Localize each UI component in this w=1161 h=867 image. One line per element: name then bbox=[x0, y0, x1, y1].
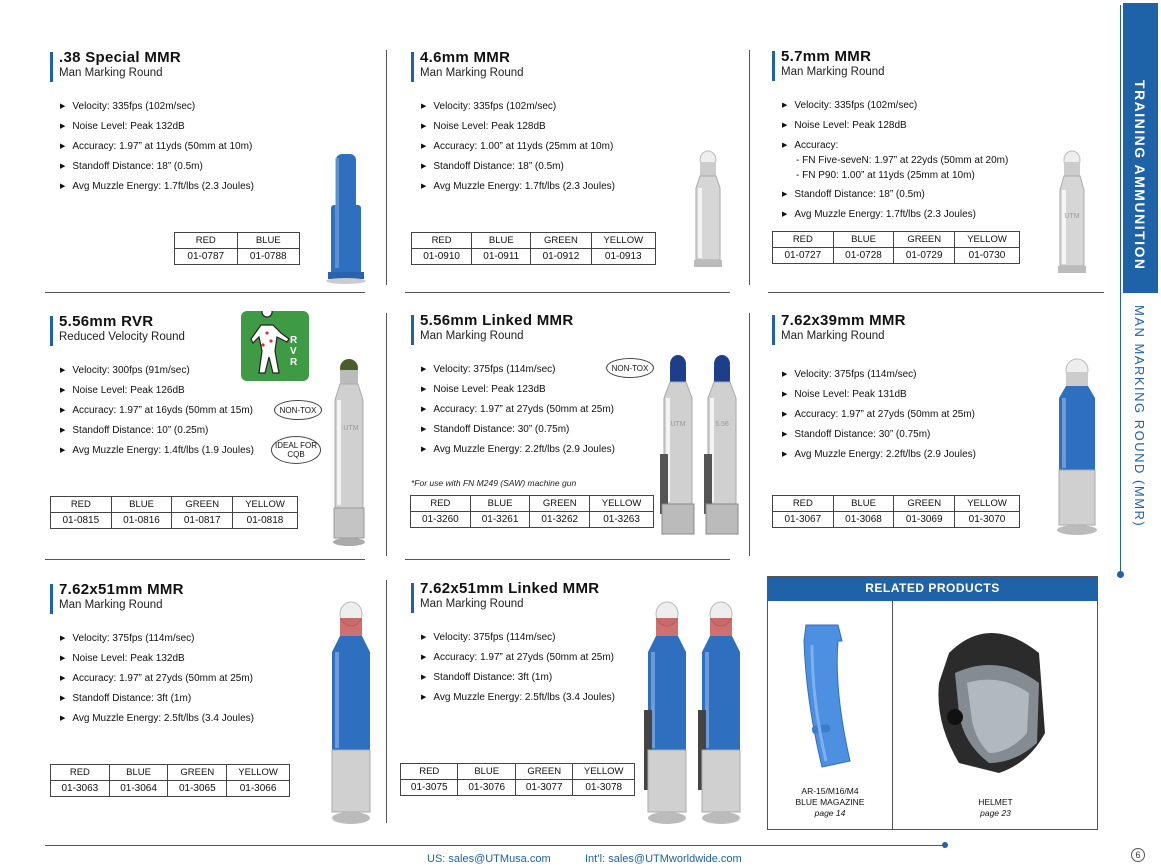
spec-item: ▶ Noise Level: Peak 123dB bbox=[421, 384, 546, 395]
column-divider bbox=[749, 313, 750, 556]
bullet-icon: ▶ bbox=[421, 674, 427, 681]
spec-list bbox=[60, 100, 254, 200]
round-7-62x51mm-image bbox=[326, 600, 376, 828]
caliber-stamp: 5.56 bbox=[715, 421, 729, 428]
page-number: 6 bbox=[1135, 850, 1141, 860]
spec-list bbox=[60, 364, 254, 464]
bullet-icon: ▶ bbox=[782, 391, 788, 398]
product-title: .38 Special MMR bbox=[59, 49, 182, 66]
product-subtitle: Man Marking Round bbox=[59, 599, 163, 611]
spec-item: ▶ Avg Muzzle Energy: 2.2ft/lbs (2.9 Joules) bbox=[421, 444, 615, 455]
product-subtitle: Man Marking Round bbox=[420, 598, 524, 610]
bullet-icon: ▶ bbox=[60, 427, 66, 434]
bullet-icon: ▶ bbox=[60, 103, 66, 110]
bullet-icon: ▶ bbox=[60, 143, 66, 150]
product-subtitle: Man Marking Round bbox=[59, 67, 163, 79]
related-products-panel bbox=[767, 576, 1098, 830]
part-number-table: RED BLUE 01-0787 01-0788 bbox=[174, 232, 300, 265]
spec-subitem: - FN Five-seveN: 1.97” at 22yds (50mm at 20m) bbox=[796, 155, 1009, 166]
spec-item: ▶ Accuracy: 1.97” at 27yds (50mm at 25m) bbox=[60, 673, 254, 684]
accent-bar bbox=[411, 315, 414, 345]
non-tox-badge: NON-TOX bbox=[274, 400, 322, 420]
bullet-icon: ▶ bbox=[782, 431, 788, 438]
bullet-icon: ▶ bbox=[60, 123, 66, 130]
bullet-icon: ▶ bbox=[60, 675, 66, 682]
bullet-icon: ▶ bbox=[421, 406, 427, 413]
bullet-icon: ▶ bbox=[421, 123, 427, 130]
bullet-icon: ▶ bbox=[421, 103, 427, 110]
related-magazine[interactable] bbox=[768, 601, 892, 830]
bullet-icon: ▶ bbox=[421, 183, 427, 190]
bullet-icon: ▶ bbox=[782, 122, 788, 129]
column-divider bbox=[749, 50, 750, 285]
spec-item: ▶ Velocity: 335fps (102m/sec) bbox=[782, 100, 918, 111]
bullet-icon: ▶ bbox=[60, 695, 66, 702]
related-helmet[interactable] bbox=[893, 601, 1098, 830]
spec-item: ▶ Accuracy: bbox=[782, 140, 839, 151]
bullet-icon: ▶ bbox=[421, 426, 427, 433]
accent-bar bbox=[50, 584, 53, 614]
page-number-icon bbox=[1131, 848, 1145, 862]
usage-note: *For use with FN M249 (SAW) machine gun bbox=[411, 478, 577, 488]
bullet-icon: ▶ bbox=[421, 694, 427, 701]
column-divider bbox=[386, 313, 387, 556]
spec-list bbox=[421, 363, 615, 463]
accent-bar bbox=[50, 316, 53, 346]
spec-item: ▶ Velocity: 375fps (114m/sec) bbox=[421, 364, 556, 375]
utm-stamp: UTM bbox=[1064, 213, 1080, 220]
spec-list bbox=[421, 100, 615, 200]
helmet-page-ref: page 23 bbox=[980, 808, 1011, 818]
bullet-icon: ▶ bbox=[421, 654, 427, 661]
bullet-icon: ▶ bbox=[60, 635, 66, 642]
spec-item: ▶ Noise Level: Peak 132dB bbox=[60, 653, 185, 664]
product-title: 7.62x39mm MMR bbox=[781, 312, 906, 329]
row-divider bbox=[45, 559, 365, 560]
spec-item: ▶ Velocity: 335fps (102m/sec) bbox=[60, 101, 196, 112]
spec-item: ▶ Velocity: 375fps (114m/sec) bbox=[782, 369, 917, 380]
spec-item: ▶ Accuracy: 1.97” at 27yds (50mm at 25m) bbox=[421, 404, 615, 415]
footer-email-intl[interactable]: Int’l: sales@UTMworldwide.com bbox=[585, 853, 742, 865]
magazine-icon bbox=[798, 621, 858, 771]
bullet-icon: ▶ bbox=[421, 366, 427, 373]
bullet-icon: ▶ bbox=[782, 411, 788, 418]
spec-item: ▶ Avg Muzzle Energy: 2.5ft/lbs (3.4 Joules) bbox=[60, 713, 254, 724]
spec-subitem: - FN P90: 1.00” at 11yds (25mm at 10m) bbox=[796, 170, 975, 181]
bullet-icon: ▶ bbox=[60, 163, 66, 170]
spec-item: ▶ Noise Level: Peak 132dB bbox=[60, 121, 185, 132]
spec-item: ▶ Velocity: 375fps (114m/sec) bbox=[421, 632, 556, 643]
column-divider bbox=[386, 580, 387, 823]
row-divider bbox=[45, 292, 365, 293]
helmet-caption bbox=[893, 797, 1098, 819]
magazine-name-line1: AR-15/M16/M4 bbox=[801, 786, 859, 796]
product-title: 7.62x51mm MMR bbox=[59, 581, 184, 598]
spec-item: ▶ Avg Muzzle Energy: 2.5ft/lbs (3.4 Joules) bbox=[421, 692, 615, 703]
product-subtitle: Reduced Velocity Round bbox=[59, 331, 185, 343]
part-number-table: RED BLUE GREEN YELLOW 01-3067 01-3068 01-3069 01-3070 bbox=[772, 495, 1020, 528]
product-title: 5.56mm Linked MMR bbox=[420, 312, 574, 329]
spec-list bbox=[782, 368, 976, 468]
spec-item: ▶ Standoff Distance: 30” (0.75m) bbox=[421, 424, 570, 435]
spec-item: ▶ Velocity: 335fps (102m/sec) bbox=[421, 101, 557, 112]
magazine-name-line2: BLUE MAGAZINE bbox=[795, 797, 865, 807]
accent-bar bbox=[772, 315, 775, 345]
bullet-icon: ▶ bbox=[421, 386, 427, 393]
spec-item: ▶ Standoff Distance: 3ft (1m) bbox=[421, 672, 553, 683]
accent-bar bbox=[411, 52, 414, 82]
product-title: 5.56mm RVR bbox=[59, 313, 154, 330]
rvr-logo-text: RVR bbox=[290, 335, 298, 368]
footer-email-us[interactable]: US: sales@UTMusa.com bbox=[427, 853, 551, 865]
column-divider bbox=[386, 50, 387, 285]
product-subtitle: Man Marking Round bbox=[420, 330, 524, 342]
spec-list bbox=[60, 632, 254, 732]
utm-stamp: UTM bbox=[343, 425, 359, 432]
part-number-table: RED BLUE GREEN YELLOW 01-3063 01-3064 01-3065 01-3066 bbox=[50, 764, 290, 797]
helmet-icon bbox=[919, 613, 1059, 783]
sidebar-tab-man-marking-round: MAN MARKING ROUND (MMR) bbox=[1132, 305, 1147, 528]
spec-item: ▶ Noise Level: Peak 126dB bbox=[60, 385, 185, 396]
spec-item: ▶ Avg Muzzle Energy: 1.7ft/lbs (2.3 Joules) bbox=[782, 209, 976, 220]
bullet-icon: ▶ bbox=[60, 387, 66, 394]
row-divider bbox=[405, 292, 730, 293]
spec-item: ▶ Accuracy: 1.97” at 27yds (50mm at 25m) bbox=[421, 652, 615, 663]
bullet-icon: ▶ bbox=[60, 715, 66, 722]
spec-item: ▶ Standoff Distance: 18” (0.5m) bbox=[421, 161, 564, 172]
round-7-62x51mm-linked-image bbox=[642, 600, 752, 828]
round-38-special-image bbox=[322, 150, 372, 285]
helmet-name: HELMET bbox=[978, 797, 1013, 807]
part-number-table: RED BLUE GREEN YELLOW 01-3260 01-3261 01-3262 01-3263 bbox=[410, 495, 654, 528]
bullet-icon: ▶ bbox=[60, 655, 66, 662]
accent-bar bbox=[772, 51, 775, 81]
related-products-header: RELATED PRODUCTS bbox=[768, 577, 1097, 601]
accent-bar bbox=[50, 52, 53, 82]
product-title: 5.7mm MMR bbox=[781, 48, 872, 65]
spec-item: ▶ Noise Level: Peak 128dB bbox=[421, 121, 546, 132]
bullet-icon: ▶ bbox=[782, 191, 788, 198]
part-number-table: RED BLUE GREEN YELLOW 01-0815 01-0816 01-0817 01-0818 bbox=[50, 496, 298, 529]
bullet-icon: ▶ bbox=[782, 451, 788, 458]
product-title: 7.62x51mm Linked MMR bbox=[420, 580, 600, 597]
spec-item: ▶ Avg Muzzle Energy: 2.2ft/lbs (2.9 Joules) bbox=[782, 449, 976, 460]
bullet-icon: ▶ bbox=[60, 407, 66, 414]
spec-item: ▶ Accuracy: 1.97” at 11yds (50mm at 10m) bbox=[60, 141, 253, 152]
bullet-icon: ▶ bbox=[782, 211, 788, 218]
spec-item: ▶ Noise Level: Peak 131dB bbox=[782, 389, 907, 400]
footer-rule-dot bbox=[942, 842, 948, 848]
round-5-56mm-rvr-image bbox=[326, 358, 372, 548]
bullet-icon: ▶ bbox=[421, 634, 427, 641]
magazine-page-ref: page 14 bbox=[814, 808, 846, 818]
bullet-icon: ▶ bbox=[60, 183, 66, 190]
bullet-icon: ▶ bbox=[421, 143, 427, 150]
spec-item: ▶ Avg Muzzle Energy: 1.4ft/lbs (1.9 Joules) bbox=[60, 445, 254, 456]
non-tox-badge: NON-TOX bbox=[606, 358, 654, 378]
row-divider bbox=[405, 559, 730, 560]
utm-stamp: UTM bbox=[670, 421, 686, 428]
spec-item: ▶ Standoff Distance: 18” (0.5m) bbox=[782, 189, 925, 200]
product-title: 4.6mm MMR bbox=[420, 49, 511, 66]
magazine-caption bbox=[768, 786, 892, 819]
bullet-icon: ▶ bbox=[60, 447, 66, 454]
bullet-icon: ▶ bbox=[421, 163, 427, 170]
accent-bar bbox=[411, 583, 414, 613]
spec-item: ▶ Standoff Distance: 3ft (1m) bbox=[60, 693, 192, 704]
spec-item: ▶ Noise Level: Peak 128dB bbox=[782, 120, 907, 131]
spec-item: ▶ Velocity: 300fps (91m/sec) bbox=[60, 365, 190, 376]
spec-item: ▶ Standoff Distance: 30” (0.75m) bbox=[782, 429, 931, 440]
round-7-62x39mm-image bbox=[1052, 358, 1102, 540]
spec-list bbox=[421, 631, 615, 711]
part-number-table: RED BLUE GREEN YELLOW 01-3075 01-3076 01-3077 01-3078 bbox=[400, 763, 635, 796]
bullet-icon: ▶ bbox=[782, 102, 788, 109]
spec-item: ▶ Accuracy: 1.97” at 27yds (50mm at 25m) bbox=[782, 409, 976, 420]
spec-item: ▶ Velocity: 375fps (114m/sec) bbox=[60, 633, 195, 644]
part-number-table: RED BLUE GREEN YELLOW 01-0727 01-0728 01-0729 01-0730 bbox=[772, 231, 1020, 264]
spec-item: ▶ Accuracy: 1.97” at 16yds (50mm at 15m) bbox=[60, 405, 254, 416]
round-4-6mm-image bbox=[688, 148, 728, 273]
round-5-56mm-linked-image bbox=[658, 354, 746, 542]
sidebar-dot bbox=[1117, 571, 1124, 578]
part-number-table: RED BLUE GREEN YELLOW 01-0910 01-0911 01-0912 01-0913 bbox=[411, 232, 656, 265]
sidebar-tab-training-ammunition: TRAINING AMMUNITION bbox=[1132, 80, 1148, 271]
bullet-icon: ▶ bbox=[782, 371, 788, 378]
spec-list bbox=[782, 99, 1008, 228]
spec-item: ▶ Avg Muzzle Energy: 1.7ft/lbs (2.3 Joules) bbox=[60, 181, 254, 192]
ideal-for-cqb-badge: IDEAL FOR CQB bbox=[271, 436, 321, 464]
row-divider bbox=[768, 292, 1104, 293]
product-subtitle: Man Marking Round bbox=[420, 67, 524, 79]
spec-item: ▶ Standoff Distance: 10” (0.25m) bbox=[60, 425, 209, 436]
product-subtitle: Man Marking Round bbox=[781, 66, 885, 78]
sidebar-divider bbox=[1120, 5, 1121, 575]
rvr-logo-icon bbox=[241, 311, 309, 381]
product-subtitle: Man Marking Round bbox=[781, 330, 885, 342]
spec-item: ▶ Standoff Distance: 18” (0.5m) bbox=[60, 161, 203, 172]
spec-item: ▶ Avg Muzzle Energy: 1.7ft/lbs (2.3 Joules) bbox=[421, 181, 615, 192]
spec-item: ▶ Accuracy: 1.00” at 11yds (25mm at 10m) bbox=[421, 141, 614, 152]
round-5-7mm-image bbox=[1052, 148, 1092, 283]
bullet-icon: ▶ bbox=[782, 142, 788, 149]
bullet-icon: ▶ bbox=[60, 367, 66, 374]
bullet-icon: ▶ bbox=[421, 446, 427, 453]
footer-rule bbox=[45, 845, 945, 846]
